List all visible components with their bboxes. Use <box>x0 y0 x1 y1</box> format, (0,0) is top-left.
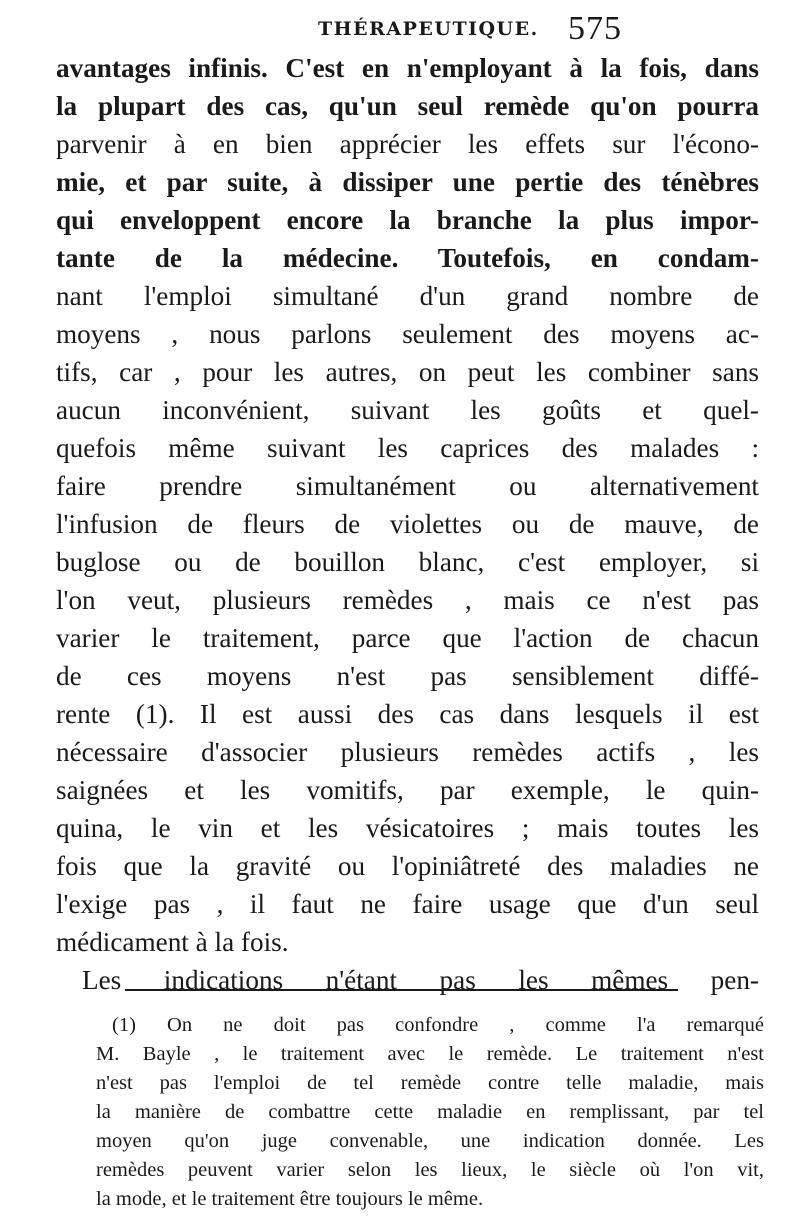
text-line: mie, et par suite, à dissiper une pertie des ténèbres <box>56 167 759 197</box>
text-line: avantages infinis. C'est en n'employant à la fois, dans <box>56 53 759 83</box>
text-line: de ces moyens n'est pas sensiblement diffé- <box>56 661 759 691</box>
footnote-separator <box>125 989 678 991</box>
text-line: médicament à la fois. <box>56 927 289 957</box>
text-line: nécessaire d'associer plusieurs remèdes actifs , les <box>56 737 759 767</box>
footnote-line: moyen qu'on juge convenable, une indication donnée. Les <box>96 1130 764 1152</box>
footnote-line: la manière de combattre cette maladie en remplissant, par tel <box>96 1101 764 1123</box>
page-number: 575 <box>568 10 622 47</box>
text-line: l'on veut, plusieurs remèdes , mais ce n'est pas <box>56 585 759 615</box>
text-line: tante de la médecine. Toutefois, en condam- <box>56 243 759 273</box>
footnote-line: remèdes peuvent varier selon les lieux, le siècle où l'on vit, <box>96 1159 764 1181</box>
text-line: fois que la gravité ou l'opiniâtreté des maladies ne <box>56 851 759 881</box>
footnote-line: M. Bayle , le traitement avec le remède. Le traitement n'est <box>96 1043 764 1065</box>
text-line: Les indications n'étant pas les mêmes pen- <box>82 965 759 995</box>
page-header <box>318 8 738 47</box>
text-line: quefois même suivant les caprices des malades : <box>56 433 759 463</box>
text-line: buglose ou de bouillon blanc, c'est employer, si <box>56 547 759 577</box>
running-title: THÉRAPEUTIQUE. <box>318 18 539 40</box>
text-line: la plupart des cas, qu'un seul remède qu'on pourra <box>56 91 759 121</box>
text-line: faire prendre simultanément ou alternativement <box>56 471 759 501</box>
text-line: varier le traitement, parce que l'action de chacun <box>56 623 759 653</box>
text-line: l'infusion de fleurs de violettes ou de mauve, de <box>56 509 759 539</box>
text-line: nant l'emploi simultané d'un grand nombre de <box>56 281 759 311</box>
text-line: aucun inconvénient, suivant les goûts et quel- <box>56 395 759 425</box>
text-line: quina, le vin et les vésicatoires ; mais toutes les <box>56 813 759 843</box>
text-line: moyens , nous parlons seulement des moyens ac- <box>56 319 759 349</box>
text-line: rente (1). Il est aussi des cas dans lesquels il est <box>56 699 759 729</box>
footnote-line: (1) On ne doit pas confondre , comme l'a remarqué <box>112 1014 764 1036</box>
footnote-line: n'est pas l'emploi de tel remède contre telle maladie, mais <box>96 1072 764 1094</box>
text-line: saignées et les vomitifs, par exemple, le quin- <box>56 775 759 805</box>
text-line: parvenir à en bien apprécier les effets sur l'écono- <box>56 129 759 159</box>
text-line: qui enveloppent encore la branche la plus impor- <box>56 205 759 235</box>
footnote-line: la mode, et le traitement être toujours le même. <box>96 1188 484 1210</box>
text-line: l'exige pas , il faut ne faire usage que d'un seul <box>56 889 759 919</box>
text-line: tifs, car , pour les autres, on peut les combiner sans <box>56 357 759 387</box>
